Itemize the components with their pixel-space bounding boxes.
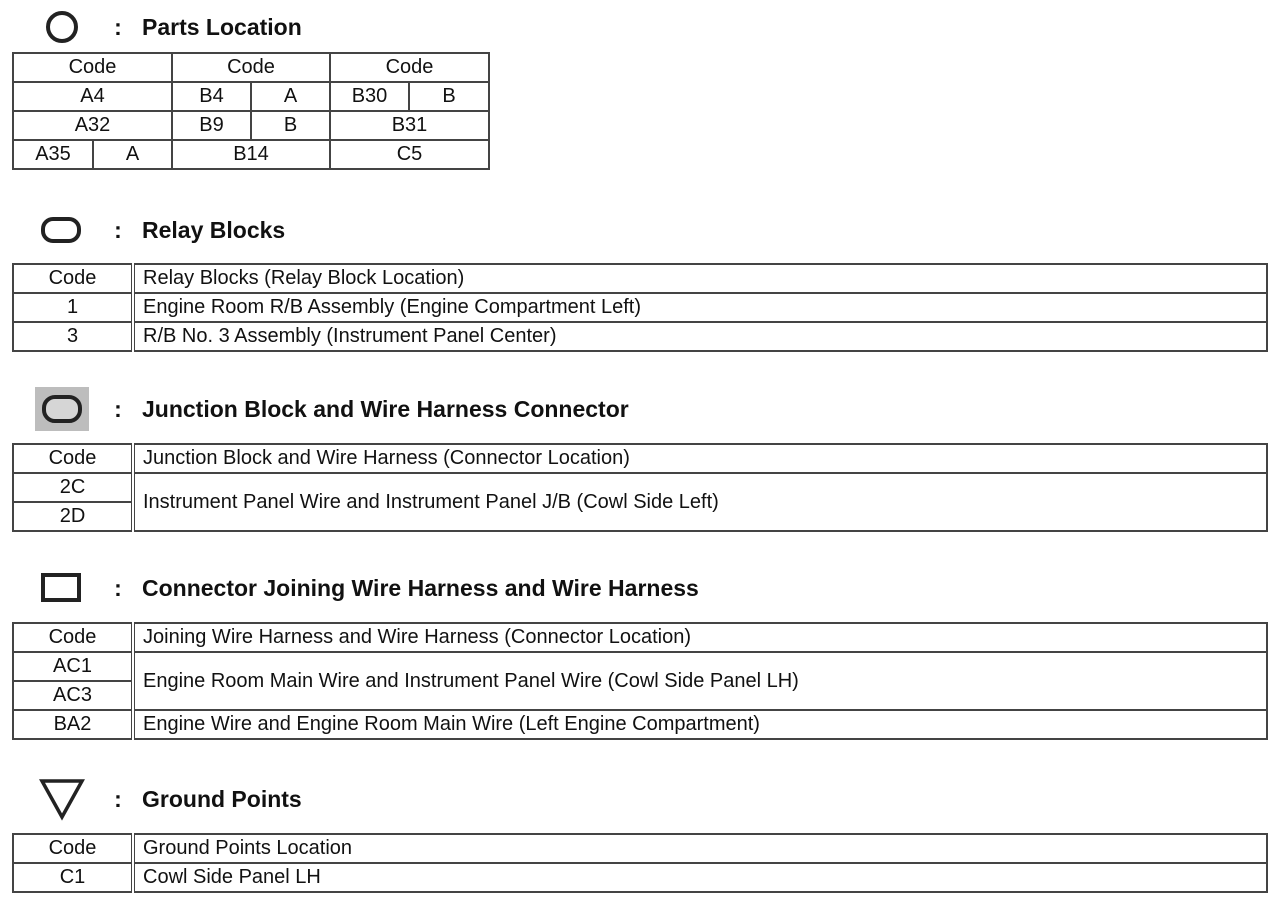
table-row <box>13 140 489 169</box>
code-cell: A <box>93 140 172 169</box>
connector-joining-table <box>12 622 1268 740</box>
description-cell: Engine Wire and Engine Room Main Wire (Left Engine Compartment) <box>133 710 1267 739</box>
code-cell: 3 <box>13 322 133 351</box>
connector-joining-heading <box>30 565 699 611</box>
ground-points-heading <box>30 776 302 822</box>
table-row <box>13 710 1267 739</box>
shaded-rounded-rect-icon <box>30 386 94 432</box>
code-cell: C1 <box>13 863 133 892</box>
column-header-description: Junction Block and Wire Harness (Connector Location) <box>133 444 1267 473</box>
triangle-down-icon <box>30 776 94 822</box>
parts-location-table <box>12 52 490 170</box>
code-cell: B14 <box>172 140 330 169</box>
code-cell: B9 <box>172 111 251 140</box>
table-row <box>13 293 1267 322</box>
column-header-description: Relay Blocks (Relay Block Location) <box>133 264 1267 293</box>
circle-outline-icon <box>30 4 94 50</box>
section-title: Parts Location <box>142 13 302 40</box>
table-header-row <box>13 264 1267 293</box>
column-header-code: Code <box>13 444 133 473</box>
code-cell: B31 <box>330 111 489 140</box>
table-row <box>13 473 1267 502</box>
code-cell: B <box>409 82 489 111</box>
table-row <box>13 322 1267 351</box>
table-header-row <box>13 444 1267 473</box>
code-cell: C5 <box>330 140 489 169</box>
ground-points-table <box>12 833 1268 893</box>
table-row <box>13 111 489 140</box>
column-header-code: Code <box>13 264 133 293</box>
code-cell: 1 <box>13 293 133 322</box>
column-header: Code <box>172 53 330 82</box>
code-cell: AC3 <box>13 681 133 710</box>
table-header-row <box>13 834 1267 863</box>
description-cell: Cowl Side Panel LH <box>133 863 1267 892</box>
code-cell: A35 <box>13 140 93 169</box>
description-cell: Engine Room Main Wire and Instrument Panel Wire (Cowl Side Panel LH) <box>133 652 1267 710</box>
junction-block-table <box>12 443 1268 532</box>
heading-colon: : <box>114 574 122 601</box>
rounded-rect-outline-icon <box>30 207 94 253</box>
section-title: Connector Joining Wire Harness and Wire Harness <box>142 574 699 601</box>
section-title: Ground Points <box>142 785 302 812</box>
description-cell: R/B No. 3 Assembly (Instrument Panel Center) <box>133 322 1267 351</box>
heading-colon: : <box>114 13 122 40</box>
table-header-row <box>13 53 489 82</box>
column-header-code: Code <box>13 834 133 863</box>
parts-location-heading <box>30 4 302 50</box>
code-cell: A32 <box>13 111 172 140</box>
description-cell: Instrument Panel Wire and Instrument Panel J/B (Cowl Side Left) <box>133 473 1267 531</box>
section-title: Junction Block and Wire Harness Connector <box>142 395 629 422</box>
code-cell: B4 <box>172 82 251 111</box>
column-header-code: Code <box>13 623 133 652</box>
code-cell: 2D <box>13 502 133 531</box>
code-cell: AC1 <box>13 652 133 681</box>
table-row <box>13 652 1267 681</box>
heading-colon: : <box>114 785 122 812</box>
relay-blocks-heading <box>30 207 285 253</box>
table-row <box>13 82 489 111</box>
junction-block-heading <box>30 386 629 432</box>
code-cell: B <box>251 111 330 140</box>
code-cell: 2C <box>13 473 133 502</box>
table-header-row <box>13 623 1267 652</box>
heading-colon: : <box>114 395 122 422</box>
heading-colon: : <box>114 216 122 243</box>
column-header-description: Ground Points Location <box>133 834 1267 863</box>
code-cell: B30 <box>330 82 409 111</box>
table-row <box>13 863 1267 892</box>
rectangle-outline-icon <box>30 565 94 611</box>
column-header: Code <box>330 53 489 82</box>
section-title: Relay Blocks <box>142 216 286 243</box>
column-header-description: Joining Wire Harness and Wire Harness (Connector Location) <box>133 623 1267 652</box>
code-cell: A <box>251 82 330 111</box>
relay-blocks-table <box>12 263 1268 352</box>
column-header: Code <box>13 53 172 82</box>
code-cell: A4 <box>13 82 172 111</box>
description-cell: Engine Room R/B Assembly (Engine Compartment Left) <box>133 293 1267 322</box>
code-cell: BA2 <box>13 710 133 739</box>
